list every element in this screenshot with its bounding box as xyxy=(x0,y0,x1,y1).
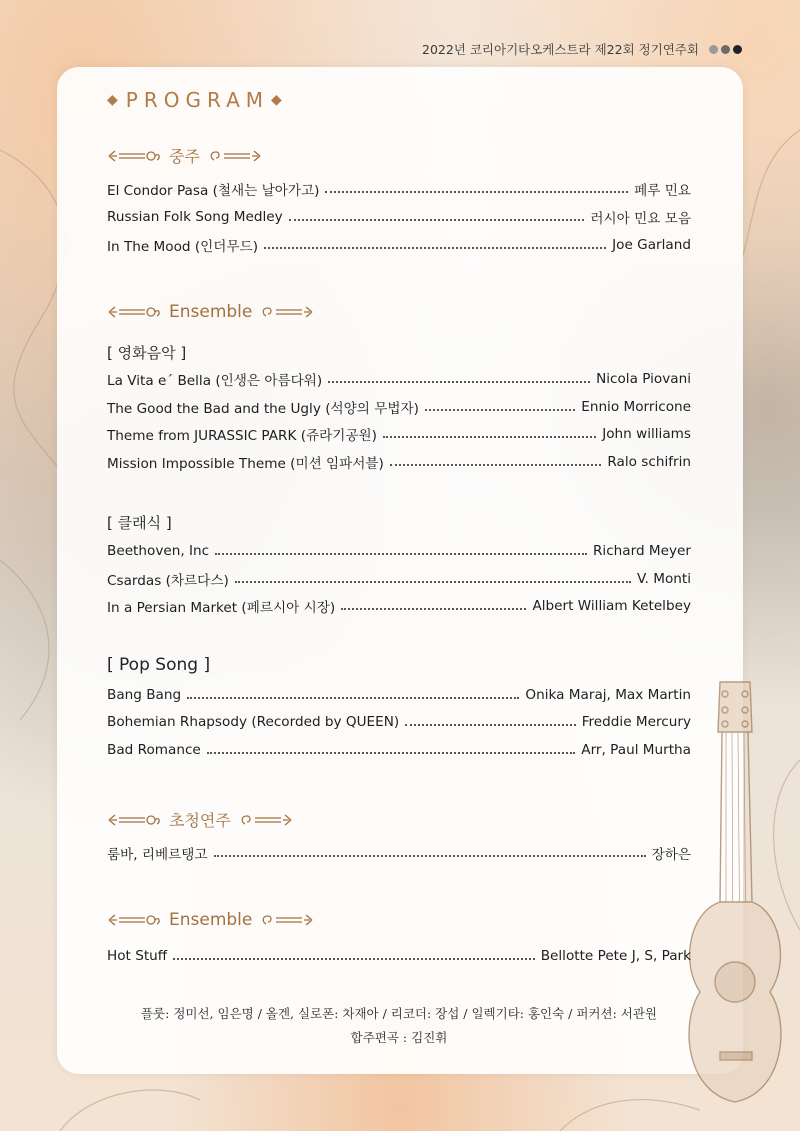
program-item xyxy=(107,569,691,589)
piece-title: Russian Folk Song Medley xyxy=(107,209,283,225)
section-heading xyxy=(107,144,262,167)
piece-title: Bad Romance xyxy=(107,742,201,758)
program-item xyxy=(107,541,691,561)
composer: V. Monti xyxy=(637,571,691,587)
composer: Richard Meyer xyxy=(592,543,691,559)
program-item xyxy=(107,843,691,863)
header xyxy=(422,40,742,58)
piece-title: In The Mood (인더무드) xyxy=(107,239,258,255)
group-title: [ 영화음악 ] xyxy=(107,344,187,362)
performer-credits xyxy=(107,1002,691,1050)
diamond-icon: ◆ xyxy=(271,92,282,108)
piece-title: Hot Stuff xyxy=(107,948,168,964)
composer: Ennio Morricone xyxy=(581,399,691,415)
dotted-leader xyxy=(383,436,596,438)
dotted-leader xyxy=(235,581,631,583)
dotted-leader xyxy=(325,191,628,193)
composer: Arr, Paul Murtha xyxy=(581,742,691,758)
program-item xyxy=(107,596,691,616)
dotted-leader xyxy=(341,608,526,610)
ornament-left-icon xyxy=(107,812,163,828)
ornament-right-icon xyxy=(206,148,262,164)
diamond-icon: ◆ xyxy=(107,92,118,108)
dotted-leader xyxy=(173,958,535,960)
program-item xyxy=(107,207,691,227)
group-title: [ Pop Song ] xyxy=(107,655,211,675)
composer: John williams xyxy=(602,426,691,442)
piece-title: La Vita e´ Bella (인생은 아름다워) xyxy=(107,373,323,389)
dot-icon xyxy=(733,45,742,54)
ornament-left-icon xyxy=(107,148,163,164)
credits-line: 플룻: 정미선, 임은명 / 올겐, 실로폰: 차재아 / 리코더: 장섭 / 일렉기타: 홍인숙 / 퍼커션: 서관원 xyxy=(140,1006,657,1021)
dotted-leader xyxy=(207,752,575,754)
composer: Albert William Ketelbey xyxy=(532,598,691,614)
program-item xyxy=(107,685,691,705)
program-item xyxy=(107,740,691,760)
dotted-leader xyxy=(264,247,606,249)
program-item xyxy=(107,424,691,444)
ornament-left-icon xyxy=(107,912,163,928)
piece-title: Csardas (차르다스) xyxy=(107,573,229,589)
header-text: 2022년 코리아기타오케스트라 제22회 정기연주회 xyxy=(422,42,699,57)
ornament-right-icon xyxy=(258,912,314,928)
program-item xyxy=(107,712,691,732)
section-title: Ensemble xyxy=(169,910,253,930)
ornament-right-icon xyxy=(237,812,293,828)
dotted-leader xyxy=(405,724,575,726)
header-dots xyxy=(709,45,742,54)
composer: Joe Garland xyxy=(612,237,691,253)
piece-title: 룸바, 리베르탱고 xyxy=(107,847,208,863)
composer: Nicola Piovani xyxy=(596,371,691,387)
program-item xyxy=(107,235,691,255)
section-heading xyxy=(107,910,314,930)
group-title: [ 클래식 ] xyxy=(107,514,172,532)
program-title-text: PROGRAM xyxy=(125,88,270,112)
dotted-leader xyxy=(289,219,585,221)
ornament-left-icon xyxy=(107,304,163,320)
composer: 러시아 민요 모음 xyxy=(590,211,691,227)
program-item xyxy=(107,179,691,199)
section-heading xyxy=(107,302,314,322)
piece-title: The Good the Bad and the Ugly (석양의 무법자) xyxy=(107,401,419,417)
piece-title: In a Persian Market (페르시아 시장) xyxy=(107,600,336,616)
program-item xyxy=(107,946,691,966)
piece-title: Theme from JURASSIC PARK (쥬라기공원) xyxy=(107,428,377,444)
dotted-leader xyxy=(425,409,575,411)
dotted-leader xyxy=(187,697,519,699)
composer: Onika Maraj, Max Martin xyxy=(525,687,691,703)
composer: 장하은 xyxy=(651,847,691,863)
ornament-right-icon xyxy=(258,304,314,320)
composer: Ralo schifrin xyxy=(607,454,691,470)
composer: 페루 민요 xyxy=(634,183,691,199)
section-title: 중주 xyxy=(169,147,200,166)
program-item xyxy=(107,452,691,472)
credits-line: 합주편곡 : 김진휘 xyxy=(350,1030,448,1045)
dot-icon xyxy=(721,45,730,54)
dot-icon xyxy=(709,45,718,54)
program-title xyxy=(107,88,282,112)
program-item xyxy=(107,397,691,417)
dotted-leader xyxy=(328,381,590,383)
composer: Freddie Mercury xyxy=(581,714,691,730)
piece-title: El Condor Pasa (철새는 날아가고) xyxy=(107,183,320,199)
piece-title: Bang Bang xyxy=(107,687,182,703)
guitar-icon xyxy=(680,672,790,1112)
section-title: Ensemble xyxy=(169,302,253,322)
dotted-leader xyxy=(215,553,587,555)
piece-title: Mission Impossible Theme (미션 임파서블) xyxy=(107,456,384,472)
dotted-leader xyxy=(214,855,646,857)
piece-title: Bohemian Rhapsody (Recorded by QUEEN) xyxy=(107,714,400,730)
composer: Bellotte Pete J, S, Park xyxy=(540,948,691,964)
dotted-leader xyxy=(390,464,602,466)
section-heading xyxy=(107,808,293,831)
program-item xyxy=(107,369,691,389)
piece-title: Beethoven, Inc xyxy=(107,543,210,559)
section-title: 초청연주 xyxy=(169,811,231,830)
